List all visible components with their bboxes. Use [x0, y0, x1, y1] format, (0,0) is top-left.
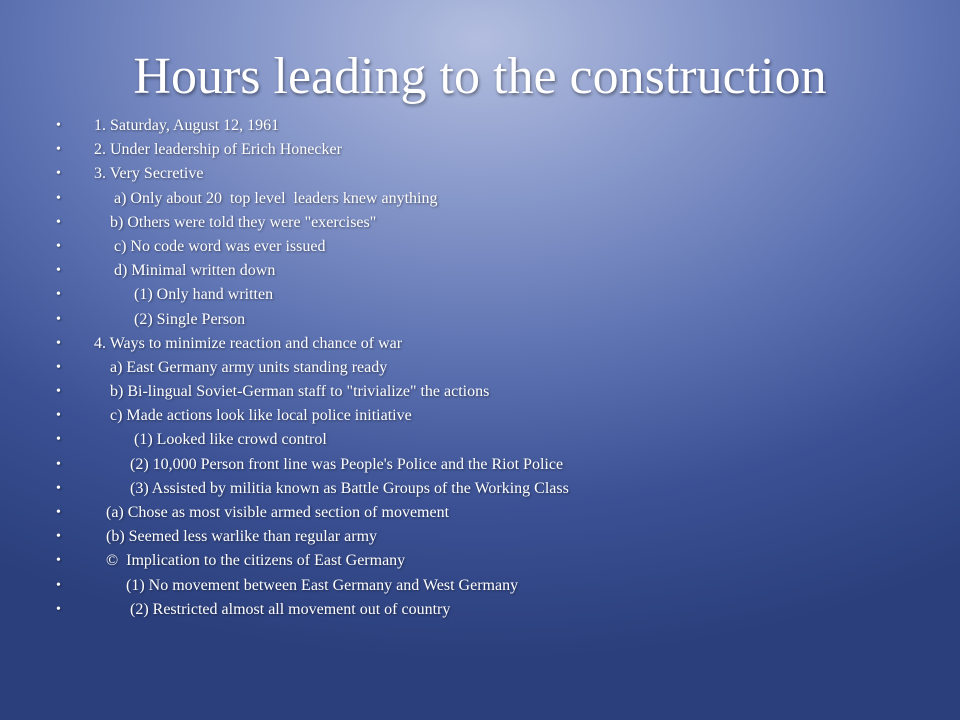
bullet-dot-icon: •	[56, 311, 61, 327]
bullet-text: a) East Germany army units standing ready	[94, 358, 388, 376]
bullet-text: d) Minimal written down	[94, 262, 276, 280]
bullet-text: 4. Ways to minimize reaction and chance of war	[94, 334, 403, 352]
bullet-text: a) Only about 20 top level leaders knew anything	[94, 189, 438, 207]
bullet-item	[56, 310, 936, 334]
bullet-item	[56, 358, 936, 382]
bullet-text: (3) Assisted by militia known as Battle Groups of the Working Class	[94, 479, 569, 497]
bullet-text: 1. Saturday, August 12, 1961	[94, 117, 280, 134]
bullet-dot-icon: •	[56, 335, 61, 351]
bullet-dot-icon: •	[56, 456, 61, 472]
bullet-dot-icon: •	[56, 432, 61, 448]
bullet-dot-icon: •	[56, 287, 61, 303]
bullet-item	[56, 503, 936, 527]
bullet-item	[56, 213, 936, 237]
bullet-text: c) Made actions look like local police initiative	[94, 407, 412, 425]
bullet-item	[56, 600, 936, 624]
bullet-item	[56, 406, 936, 430]
bullet-dot-icon: •	[56, 577, 61, 593]
bullet-text: c) No code word was ever issued	[94, 237, 326, 255]
bullet-text: (2) Single Person	[94, 310, 246, 328]
bullet-dot-icon: •	[56, 118, 61, 133]
bullet-text: (1) Only hand written	[94, 286, 274, 304]
bullet-dot-icon: •	[56, 553, 61, 569]
bullet-dot-icon: •	[56, 505, 61, 520]
bullet-item	[56, 455, 936, 479]
bullet-dot-icon: •	[56, 238, 61, 254]
slide-title: Hours leading to the construction	[133, 48, 827, 105]
bullet-item	[56, 116, 936, 140]
bullet-text: (a) Chose as most visible armed section of movement	[94, 504, 450, 521]
bullet-text: (2) Restricted almost all movement out of country	[94, 600, 451, 618]
bullet-item	[56, 140, 936, 164]
bullet-dot-icon: •	[56, 384, 61, 400]
bullet-dot-icon: •	[56, 263, 61, 279]
bullet-dot-icon: •	[56, 142, 61, 158]
bullet-text: b) Others were told they were "exercises"	[94, 213, 377, 231]
bullet-item	[56, 261, 936, 285]
bullet-text: (1) Looked like crowd control	[94, 431, 327, 449]
bullet-item	[56, 164, 936, 188]
bullet-text: © Implication to the citizens of East Germany	[94, 552, 406, 570]
bullet-dot-icon: •	[56, 214, 61, 230]
bullet-text: b) Bi-lingual Soviet-German staff to "trivialize" the actions	[94, 383, 490, 401]
bullet-dot-icon: •	[56, 529, 61, 545]
bullet-item	[56, 334, 936, 358]
bullet-text: (1) No movement between East Germany and West Germany	[94, 576, 519, 594]
bullet-item	[56, 382, 936, 406]
bullet-item	[56, 430, 936, 454]
bullet-list	[56, 116, 936, 624]
bullet-text: (2) 10,000 Person front line was People's Police and the Riot Police	[94, 455, 564, 473]
bullet-text: 3. Very Secretive	[94, 165, 204, 183]
bullet-dot-icon: •	[56, 480, 61, 496]
bullet-item	[56, 576, 936, 600]
bullet-item	[56, 479, 936, 503]
bullet-dot-icon: •	[56, 408, 61, 424]
bullet-dot-icon: •	[56, 166, 61, 182]
bullet-dot-icon: •	[56, 190, 61, 206]
bullet-item	[56, 527, 936, 551]
bullet-item	[56, 189, 936, 213]
bullet-item	[56, 551, 936, 575]
bullet-item	[56, 237, 936, 261]
bullet-text: 2. Under leadership of Erich Honecker	[94, 141, 342, 159]
bullet-text: (b) Seemed less warlike than regular army	[94, 528, 378, 546]
bullet-item	[56, 285, 936, 309]
bullet-dot-icon: •	[56, 359, 61, 375]
bullet-dot-icon: •	[56, 601, 61, 617]
